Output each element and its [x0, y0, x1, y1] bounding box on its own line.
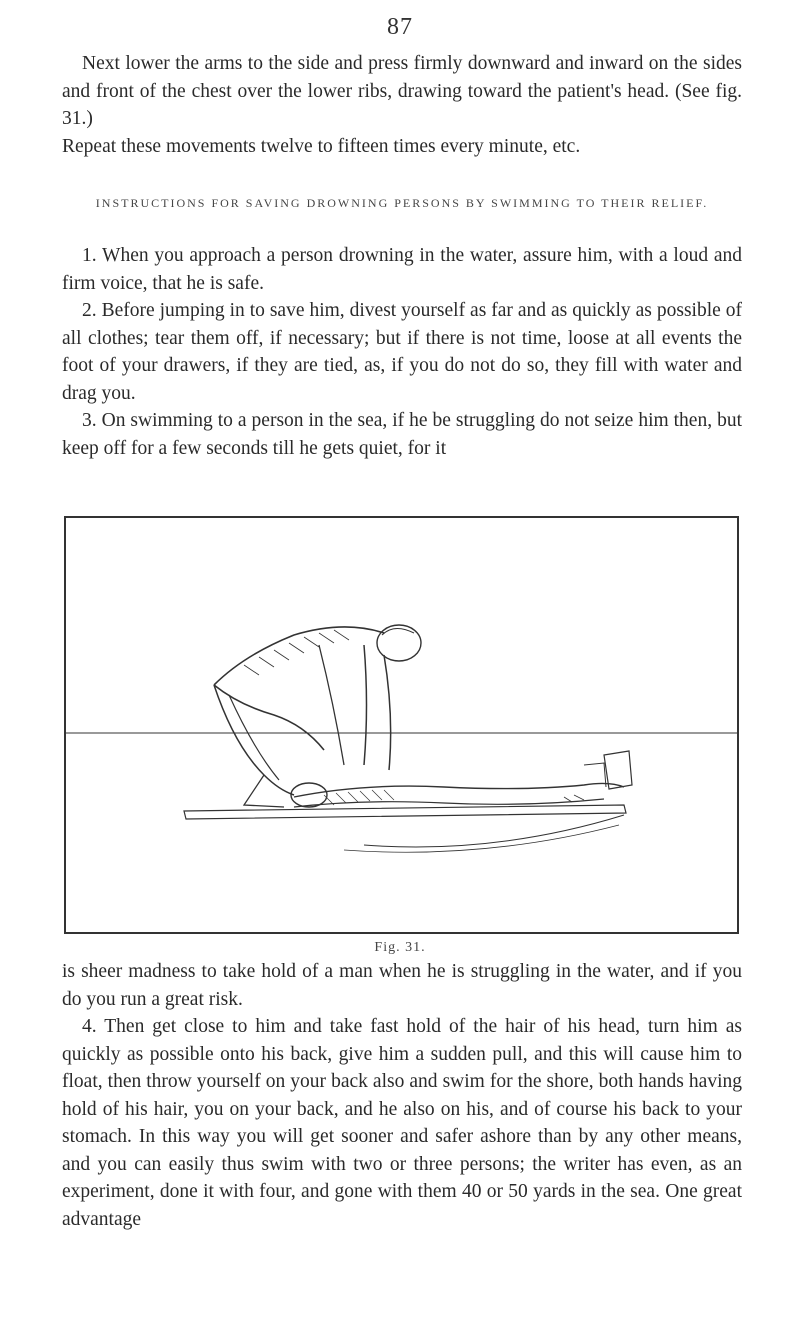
instructions-top [62, 242, 742, 462]
paragraph: Next lower the arms to the side and press firmly downward and inward on the sides and front of the chest over the lower ribs, drawing toward the patient's head. (See fig. 31.) [62, 53, 742, 129]
list-item: 1. When you approach a person drowning in the water, assure him, with a loud and firm voice, that he is safe. [62, 245, 742, 294]
paragraph: is sheer madness to take hold of a man when he is struggling in the water, and if you do you run a great risk. [62, 961, 742, 1010]
figure-illustration [64, 515, 739, 935]
figure-caption: Fig. 31. [374, 940, 426, 955]
paragraph: Repeat these movements twelve to fifteen times every minute, etc. [62, 135, 581, 157]
list-item: 3. On swimming to a person in the sea, if he be struggling do not seize him then, but keep off for a few seconds till he gets quiet, for it [62, 410, 742, 459]
section-heading: INSTRUCTIONS FOR SAVING DROWNING PERSONS BY SWIMMING TO THEIR RELIEF. [95, 196, 709, 210]
page-number: 87 [387, 14, 413, 40]
instructions-bottom [62, 958, 742, 1233]
list-item: 2. Before jumping in to save him, divest yourself as far and as quickly as possible of all clothes; tear them off, if necessary; but if there is not time, loose at all events the foot of your drawers, if they are tied, as, if you do not do so, they fill with water and drag you. [62, 300, 742, 404]
top-paragraphs [62, 50, 742, 160]
list-item: 4. Then get close to him and take fast hold of the hair of his head, turn him as quickly as possible onto his back, give him a sudden pull, and this will cause him to float, then throw yourself on your back also and swim for the shore, both hands having hold of his hair, you on your back, and he also on his, and of course his back to your stomach. In this way you will get sooner and safer ashore than by any other means, and you can easily thus swim with two or three persons; the writer has even, as an experiment, done it with four, and gone with them 40 or 50 yards in the sea. One great advantage [62, 1016, 742, 1230]
